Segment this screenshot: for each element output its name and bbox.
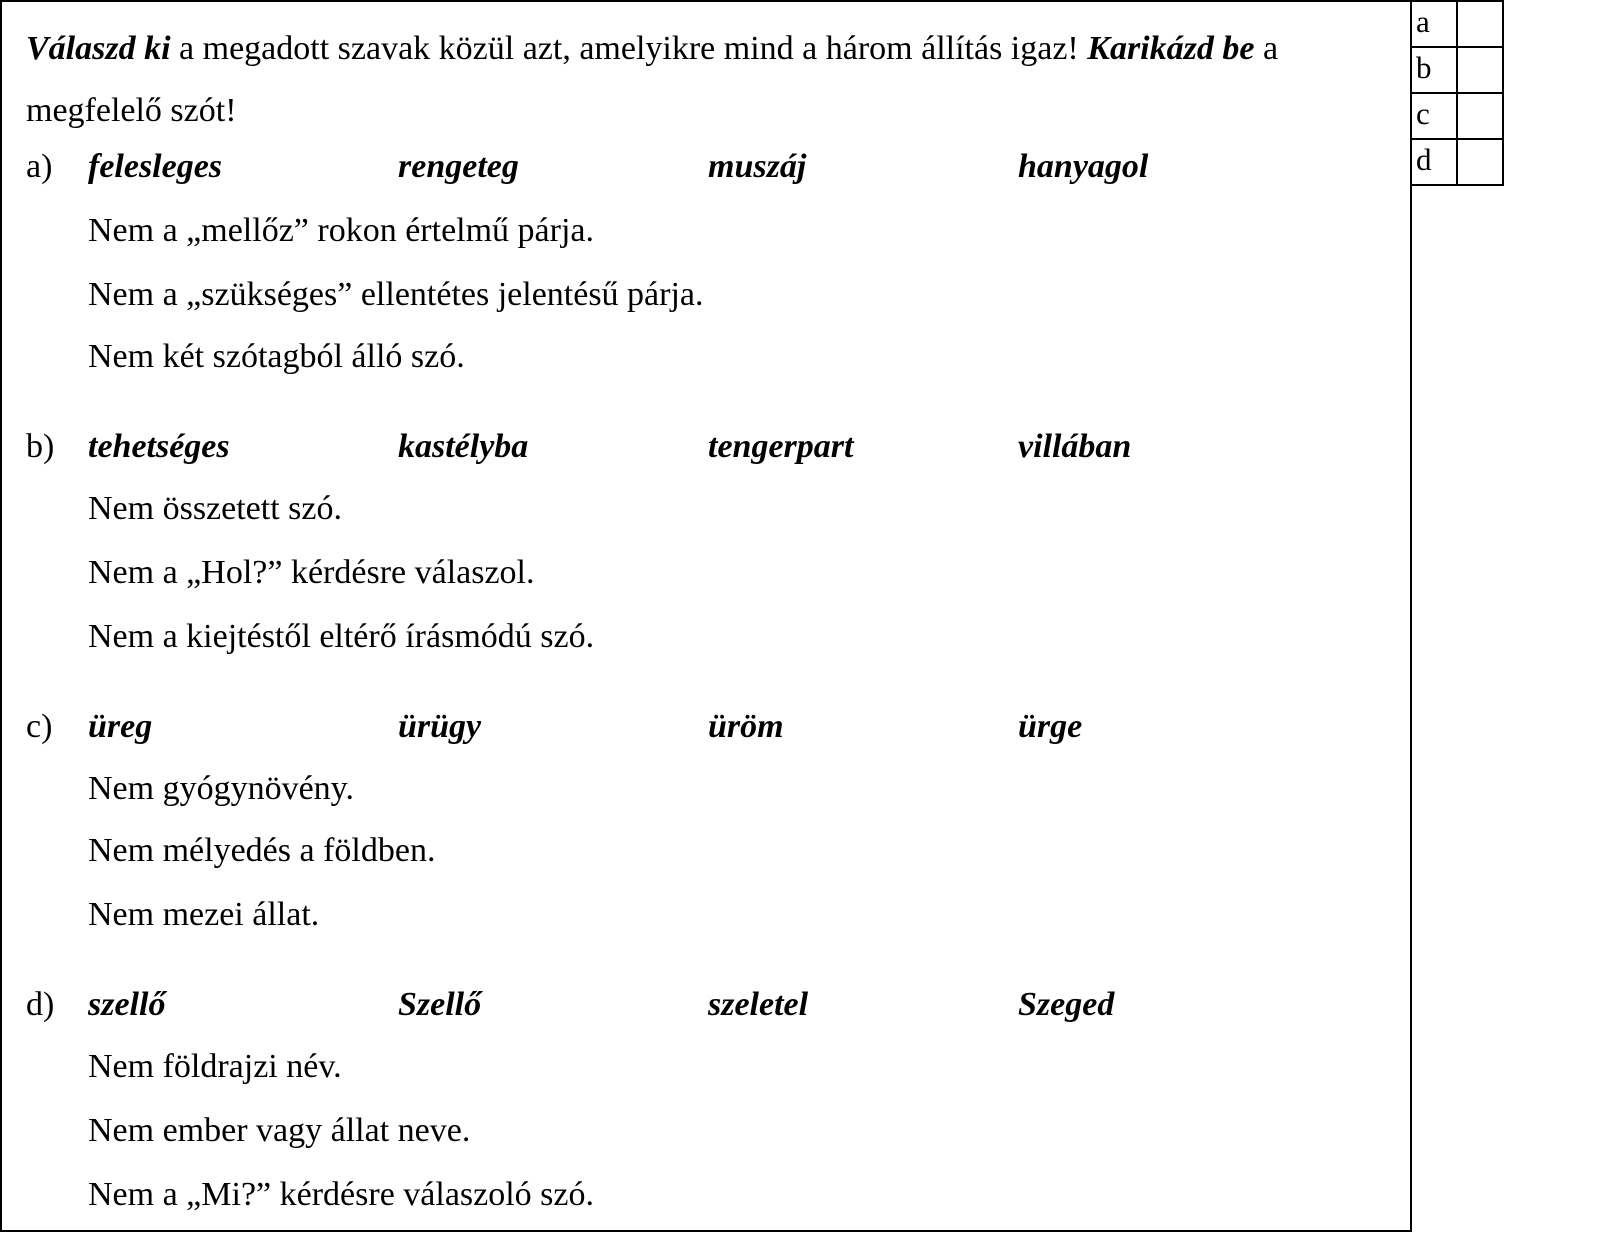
word-option[interactable]: muszáj xyxy=(708,148,807,185)
score-box[interactable] xyxy=(1457,1,1503,47)
word-option[interactable]: hanyagol xyxy=(1018,148,1149,185)
clue-line: Nem összetett szó. xyxy=(88,490,342,527)
word-option[interactable]: felesleges xyxy=(88,148,223,185)
instruction-emphasis-circle: Karikázd be xyxy=(1087,30,1255,67)
instruction-tail: a megfelelő szót! xyxy=(26,30,1279,129)
task-letter: c) xyxy=(26,708,53,745)
word-option[interactable]: villában xyxy=(1018,428,1132,465)
score-label: c xyxy=(1411,93,1457,139)
clue-line: Nem földrajzi név. xyxy=(88,1048,342,1085)
word-option[interactable]: Szeged xyxy=(1018,986,1115,1023)
clue-line: Nem a „mellőz” rokon értelmű párja. xyxy=(88,212,594,249)
score-table xyxy=(1410,0,1504,186)
clue-line: Nem két szótagból álló szó. xyxy=(88,338,465,375)
score-box[interactable] xyxy=(1457,93,1503,139)
word-option[interactable]: ürügy xyxy=(398,708,482,745)
word-option[interactable]: üreg xyxy=(88,708,153,745)
task-letter: d) xyxy=(26,986,55,1023)
score-row-c xyxy=(1411,93,1503,139)
score-label: a xyxy=(1411,1,1457,47)
clue-line: Nem mélyedés a földben. xyxy=(88,832,436,869)
task-letter: a) xyxy=(26,148,53,185)
clue-line: Nem a „Mi?” kérdésre válaszoló szó. xyxy=(88,1176,594,1213)
score-label: d xyxy=(1411,139,1457,185)
task-letter: b) xyxy=(26,428,55,465)
word-option[interactable]: szeletel xyxy=(708,986,809,1023)
clue-line: Nem mezei állat. xyxy=(88,896,320,933)
score-box[interactable] xyxy=(1457,139,1503,185)
score-label: b xyxy=(1411,47,1457,93)
instruction-emphasis-select: Válaszd ki xyxy=(26,30,171,67)
clue-line: Nem a „szükséges” ellentétes jelentésű párja. xyxy=(88,276,704,313)
word-option[interactable]: Szellő xyxy=(398,986,482,1023)
word-option[interactable]: tengerpart xyxy=(708,428,854,465)
clue-line: Nem a kiejtéstől eltérő írásmódú szó. xyxy=(88,618,595,655)
word-option[interactable]: ürge xyxy=(1018,708,1083,745)
score-row-b xyxy=(1411,47,1503,93)
clue-line: Nem ember vagy állat neve. xyxy=(88,1112,471,1149)
clue-line: Nem a „Hol?” kérdésre válaszol. xyxy=(88,554,535,591)
word-option[interactable]: kastélyba xyxy=(398,428,529,465)
instruction-text xyxy=(26,18,1401,142)
score-row-d xyxy=(1411,139,1503,185)
score-box[interactable] xyxy=(1457,47,1503,93)
word-option[interactable]: tehetséges xyxy=(88,428,230,465)
score-row-a xyxy=(1411,1,1503,47)
word-option[interactable]: üröm xyxy=(708,708,784,745)
word-option[interactable]: szellő xyxy=(88,986,166,1023)
instruction-body: a megadott szavak közül azt, amelyikre mind a három állítás igaz! xyxy=(170,30,1088,67)
clue-line: Nem gyógynövény. xyxy=(88,770,354,807)
word-option[interactable]: rengeteg xyxy=(398,148,519,185)
